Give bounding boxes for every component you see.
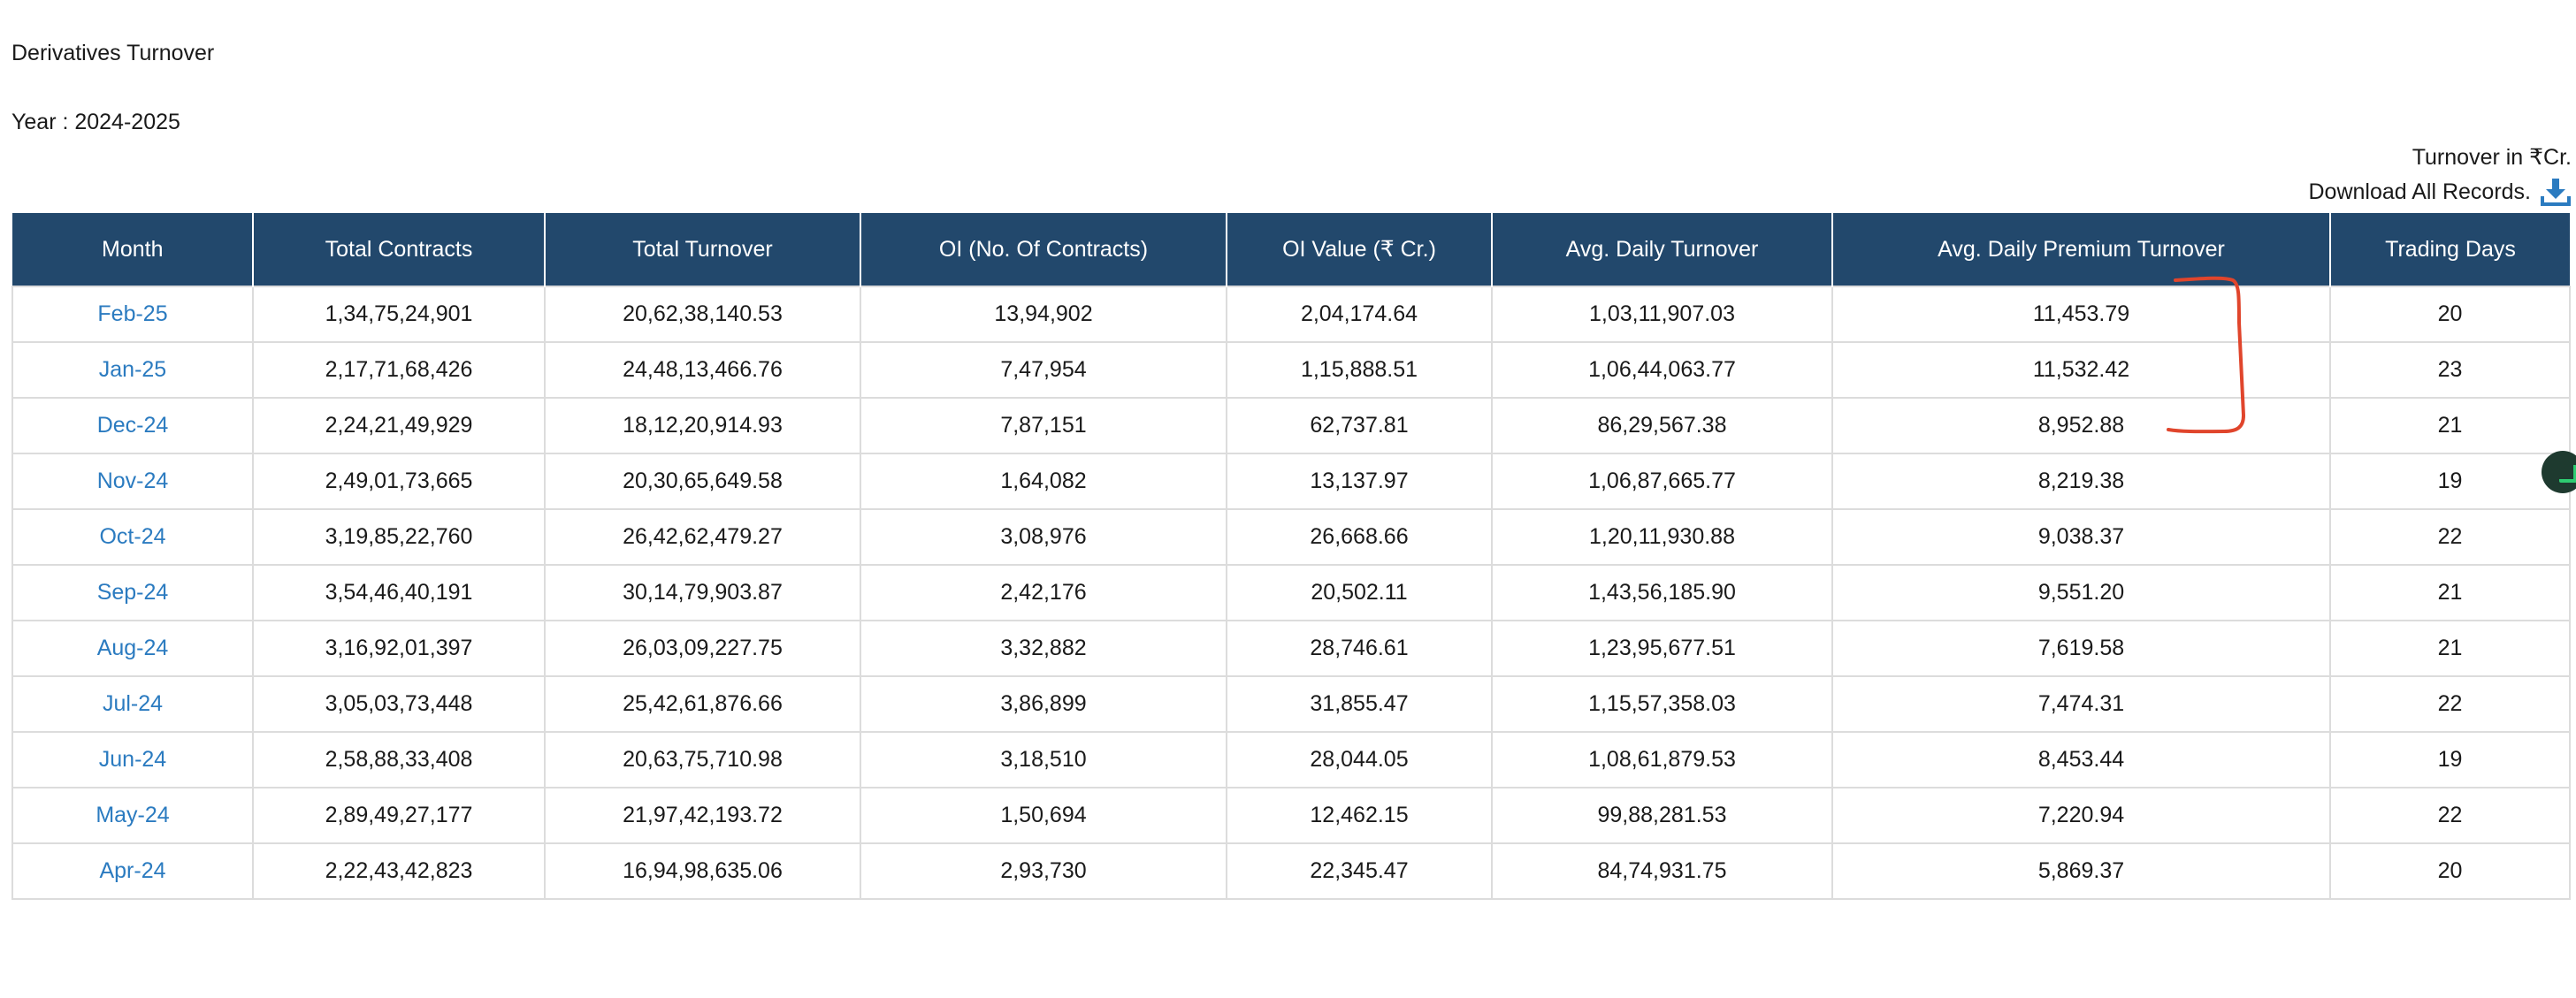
table-cell: 1,15,888.51	[1227, 342, 1492, 398]
table-cell: 2,42,176	[860, 565, 1227, 621]
table-cell: 30,14,79,903.87	[545, 565, 860, 621]
month-cell	[12, 732, 253, 788]
table-cell: 22	[2330, 788, 2570, 843]
month-cell	[12, 286, 253, 342]
table-row	[12, 676, 2570, 732]
table-cell: 28,746.61	[1227, 621, 1492, 676]
table-cell: 84,74,931.75	[1492, 843, 1832, 899]
table-cell: 21	[2330, 398, 2570, 453]
table-cell: 1,20,11,930.88	[1492, 509, 1832, 565]
table-cell: 62,737.81	[1227, 398, 1492, 453]
table-cell: 19	[2330, 453, 2570, 509]
column-header: Avg. Daily Turnover	[1492, 213, 1832, 286]
table-cell: 99,88,281.53	[1492, 788, 1832, 843]
month-link[interactable]: Dec-24	[96, 413, 169, 438]
table-cell: 8,453.44	[1832, 732, 2330, 788]
table-cell: 24,48,13,466.76	[545, 342, 860, 398]
table-cell: 1,06,87,665.77	[1492, 453, 1832, 509]
month-link[interactable]: Oct-24	[99, 524, 166, 549]
table-cell: 22	[2330, 509, 2570, 565]
table-cell: 20	[2330, 843, 2570, 899]
column-header: Trading Days	[2330, 213, 2570, 286]
turnover-unit-note: Turnover in ₹Cr.	[2412, 145, 2572, 170]
column-header: Total Turnover	[545, 213, 860, 286]
table-cell: 5,869.37	[1832, 843, 2330, 899]
table-cell: 2,24,21,49,929	[253, 398, 545, 453]
table-cell: 1,06,44,063.77	[1492, 342, 1832, 398]
table-cell: 21	[2330, 565, 2570, 621]
table-cell: 2,58,88,33,408	[253, 732, 545, 788]
table-cell: 7,474.31	[1832, 676, 2330, 732]
table-cell: 20,63,75,710.98	[545, 732, 860, 788]
month-link[interactable]: Aug-24	[96, 636, 169, 660]
month-cell	[12, 565, 253, 621]
table-cell: 3,05,03,73,448	[253, 676, 545, 732]
table-cell: 12,462.15	[1227, 788, 1492, 843]
table-cell: 18,12,20,914.93	[545, 398, 860, 453]
table-cell: 1,08,61,879.53	[1492, 732, 1832, 788]
month-link[interactable]: May-24	[96, 803, 170, 827]
table-row	[12, 565, 2570, 621]
table-cell: 9,038.37	[1832, 509, 2330, 565]
table-cell: 3,08,976	[860, 509, 1227, 565]
table-cell: 1,15,57,358.03	[1492, 676, 1832, 732]
table-cell: 11,453.79	[1832, 286, 2330, 342]
month-link[interactable]: Feb-25	[97, 301, 168, 326]
table-row	[12, 732, 2570, 788]
table-cell: 7,220.94	[1832, 788, 2330, 843]
table-cell: 20,30,65,649.58	[545, 453, 860, 509]
download-all-records-label: Download All Records.	[2308, 179, 2531, 204]
table-row	[12, 453, 2570, 509]
month-cell	[12, 676, 253, 732]
table-cell: 3,86,899	[860, 676, 1227, 732]
month-cell	[12, 453, 253, 509]
table-cell: 3,16,92,01,397	[253, 621, 545, 676]
month-cell	[12, 398, 253, 453]
table-cell: 2,93,730	[860, 843, 1227, 899]
table-row	[12, 509, 2570, 565]
table-cell: 20	[2330, 286, 2570, 342]
column-header: Avg. Daily Premium Turnover	[1832, 213, 2330, 286]
column-header: Total Contracts	[253, 213, 545, 286]
table-row	[12, 621, 2570, 676]
table-cell: 13,137.97	[1227, 453, 1492, 509]
table-cell: 13,94,902	[860, 286, 1227, 342]
page-title: Derivatives Turnover	[11, 41, 215, 65]
table-cell: 1,03,11,907.03	[1492, 286, 1832, 342]
table-cell: 26,03,09,227.75	[545, 621, 860, 676]
table-cell: 1,23,95,677.51	[1492, 621, 1832, 676]
table-cell: 86,29,567.38	[1492, 398, 1832, 453]
table-cell: 23	[2330, 342, 2570, 398]
table-cell: 1,50,694	[860, 788, 1227, 843]
month-cell	[12, 509, 253, 565]
table-row	[12, 788, 2570, 843]
table-row	[12, 843, 2570, 899]
table-cell: 22,345.47	[1227, 843, 1492, 899]
table-cell: 2,04,174.64	[1227, 286, 1492, 342]
table-row	[12, 286, 2570, 342]
month-link[interactable]: Jul-24	[102, 691, 164, 716]
table-cell: 1,43,56,185.90	[1492, 565, 1832, 621]
table-cell: 26,668.66	[1227, 509, 1492, 565]
download-icon[interactable]	[2540, 177, 2572, 207]
column-header: Month	[12, 213, 253, 286]
month-link[interactable]: Jan-25	[98, 357, 167, 382]
table-cell: 19	[2330, 732, 2570, 788]
table-cell: 3,54,46,40,191	[253, 565, 545, 621]
month-link[interactable]: Jun-24	[98, 747, 167, 772]
table-cell: 7,87,151	[860, 398, 1227, 453]
table-cell: 20,62,38,140.53	[545, 286, 860, 342]
table-cell: 25,42,61,876.66	[545, 676, 860, 732]
year-label: Year : 2024-2025	[11, 110, 180, 134]
table-cell: 21,97,42,193.72	[545, 788, 860, 843]
table-cell: 2,17,71,68,426	[253, 342, 545, 398]
table-cell: 21	[2330, 621, 2570, 676]
table-cell: 8,952.88	[1832, 398, 2330, 453]
table-cell: 28,044.05	[1227, 732, 1492, 788]
table-row	[12, 342, 2570, 398]
table-cell: 3,32,882	[860, 621, 1227, 676]
table-cell: 9,551.20	[1832, 565, 2330, 621]
table-cell: 2,89,49,27,177	[253, 788, 545, 843]
table-cell: 26,42,62,479.27	[545, 509, 860, 565]
table-cell: 8,219.38	[1832, 453, 2330, 509]
table-cell: 1,34,75,24,901	[253, 286, 545, 342]
table-cell: 11,532.42	[1832, 342, 2330, 398]
month-link[interactable]: Apr-24	[99, 858, 166, 883]
table-cell: 31,855.47	[1227, 676, 1492, 732]
table-cell: 1,64,082	[860, 453, 1227, 509]
table-cell: 16,94,98,635.06	[545, 843, 860, 899]
table-cell: 2,49,01,73,665	[253, 453, 545, 509]
table-cell: 7,619.58	[1832, 621, 2330, 676]
table-cell: 2,22,43,42,823	[253, 843, 545, 899]
month-link[interactable]: Sep-24	[96, 580, 169, 605]
table-row	[12, 398, 2570, 453]
table-cell: 20,502.11	[1227, 565, 1492, 621]
table-cell: 3,19,85,22,760	[253, 509, 545, 565]
column-header: OI (No. Of Contracts)	[860, 213, 1227, 286]
month-cell	[12, 843, 253, 899]
table-header-row	[12, 213, 2570, 286]
month-cell	[12, 788, 253, 843]
derivatives-turnover-table	[11, 213, 2571, 900]
table-cell: 22	[2330, 676, 2570, 732]
download-all-records-link[interactable]	[2308, 177, 2572, 207]
column-header: OI Value (₹ Cr.)	[1227, 213, 1492, 286]
table-cell: 3,18,510	[860, 732, 1227, 788]
table-body	[12, 286, 2570, 899]
month-link[interactable]: Nov-24	[96, 469, 169, 493]
table-cell: 7,47,954	[860, 342, 1227, 398]
month-cell	[12, 621, 253, 676]
month-cell	[12, 342, 253, 398]
